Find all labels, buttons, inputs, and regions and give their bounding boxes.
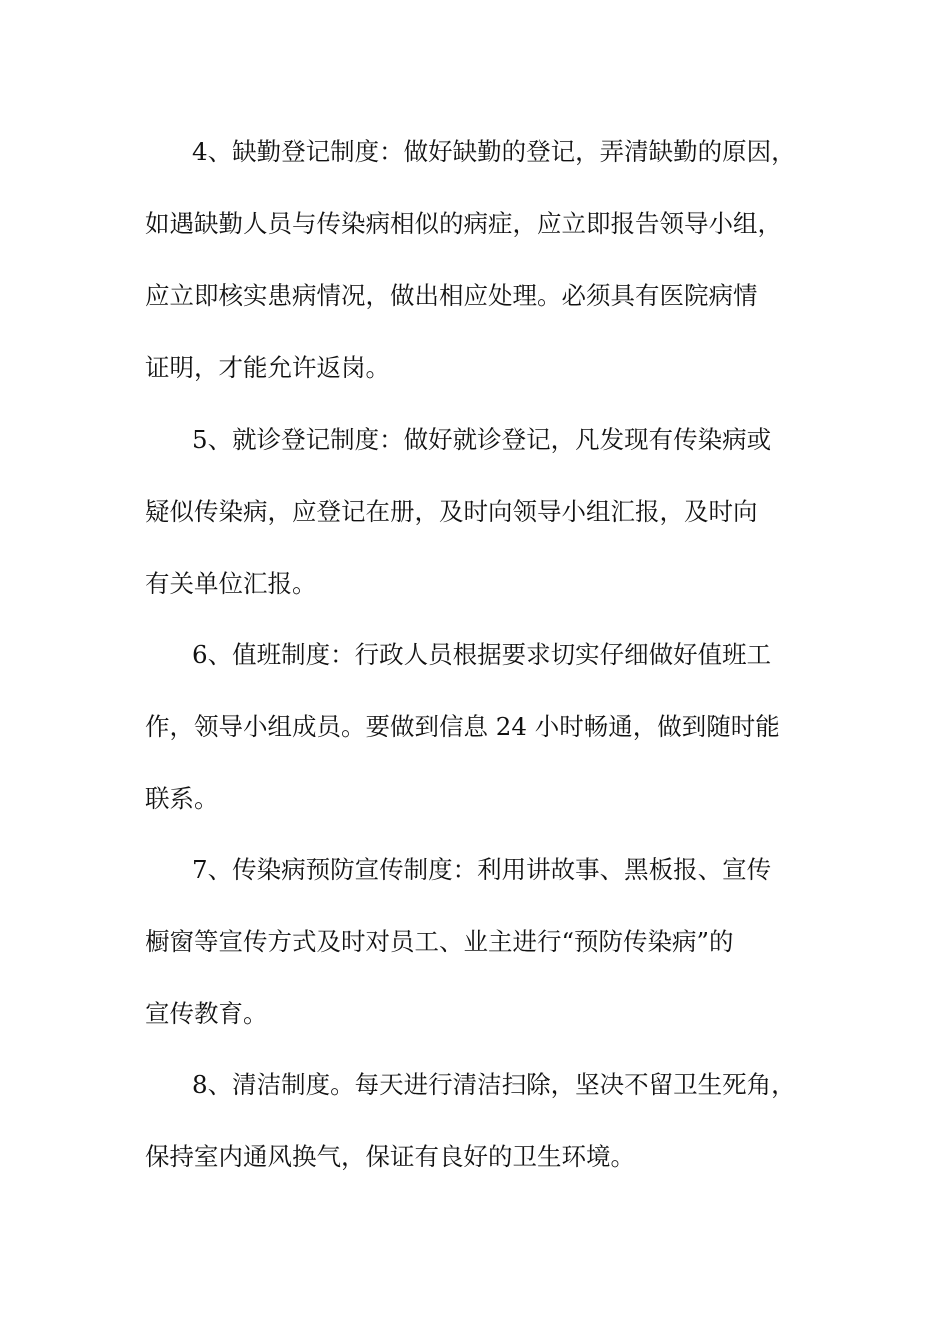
paragraph-4-line-3: 应立即核实患病情况，做出相应处理。必须具有医院病情 [145, 281, 758, 310]
paragraph-6-line-1: 6、值班制度：行政人员根据要求切实仔细做好值班工 [192, 640, 772, 669]
paragraph-4-line-4: 证明，才能允许返岗。 [145, 353, 390, 382]
paragraph-6-line-3: 联系。 [145, 784, 219, 813]
paragraph-5-line-2: 疑似传染病，应登记在册，及时向领导小组汇报，及时向 [145, 497, 758, 526]
paragraph-7-line-2: 橱窗等宣传方式及时对员工、业主进行“预防传染病”的 [145, 927, 734, 956]
paragraph-7-line-3: 宣传教育。 [145, 999, 268, 1028]
paragraph-7-line-1: 7、传染病预防宣传制度：利用讲故事、黑板报、宣传 [192, 855, 772, 884]
paragraph-8-line-1: 8、清洁制度。每天进行清洁扫除，坚决不留卫生死角， [192, 1070, 796, 1099]
paragraph-5-line-3: 有关单位汇报。 [145, 569, 317, 598]
paragraph-5-line-1: 5、就诊登记制度：做好就诊登记，凡发现有传染病或 [192, 425, 772, 454]
paragraph-6-line-2: 作，领导小组成员。要做到信息 24 小时畅通，做到随时能 [145, 712, 780, 741]
paragraph-4-line-2: 如遇缺勤人员与传染病相似的病症，应立即报告领导小组， [145, 209, 782, 238]
paragraph-8-line-2: 保持室内通风换气，保证有良好的卫生环境。 [145, 1142, 635, 1171]
paragraph-4-line-1: 4、缺勤登记制度：做好缺勤的登记，弄清缺勤的原因， [192, 137, 796, 166]
